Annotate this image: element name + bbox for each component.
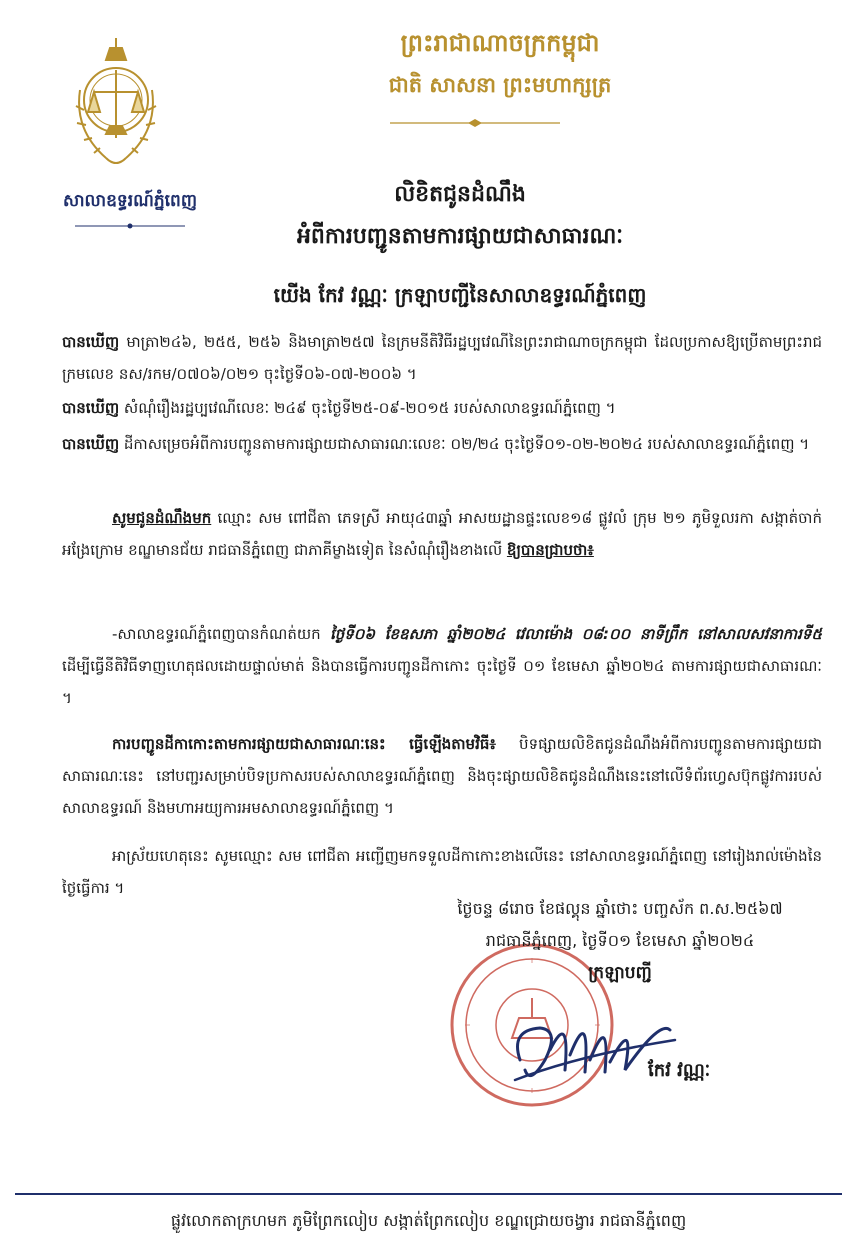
paragraph-text: ដីកាសម្រេចអំពីការបញ្ជូនតាមការផ្សាយជាសាធារណៈលេខៈ ០២/២៤ ចុះថ្ងៃទី០១-០២-២០២៤ របស់សាលាឧទ្ធរណ៍ភ្នំពេញ ។ [119,435,810,453]
paragraph-notice [62,502,822,566]
footer-address: ផ្លូវលោកតាក្រហមក ភូមិព្រែកលៀប សង្កាត់ព្រែកលៀប ខណ្ឌជ្រោយចង្វារ រាជធានីភ្នំពេញ [170,1211,687,1230]
national-motto: ជាតិ សាសនា ព្រះមហាក្សត្រ [388,73,612,97]
signer-position: ក្រឡាបញ្ជី [588,963,652,983]
footer-divider [15,1193,842,1195]
kingdom-heading: ព្រះរាជាណាចក្រកម្ពុជា [400,29,600,57]
place-and-date: រាជធានីភ្នំពេញ, ថ្ងៃទី០១ ខែមេសា ឆ្នាំ២០២៤ [485,931,755,950]
lunar-date: ថ្ងៃចន្ទ ៨រោច ខែផល្គុន ឆ្នាំថោះ បញ្ចស័ក ព.ស.២៥៦៧ [457,899,783,918]
hearing-date: ថ្ងៃទី០៦ ខែឧសភា ឆ្នាំ២០២៤ វេលាម៉ោង ០៨:០០ នាទីព្រឹក នៅសាលសវនាការទី៥ [329,625,822,643]
paragraph-text: ដើម្បីធ្វើនីតិវិធីទាញហេតុផលដោយផ្ទាល់មាត់ និងបានធ្វើការបញ្ជូនដីកាកោះ ចុះថ្ងៃទី ០១ ខែមេសា ឆ្នាំ២០២៤ តាមការផ្សាយជាសាធារណៈ ។ [62,657,822,707]
court-emblem-icon [66,30,166,180]
paragraph-text: សំណុំរឿងរដ្ឋប្បវេណីលេខៈ ២៤៩ ចុះថ្ងៃទី២៥-០៩-២០១៥ របស់សាលាឧទ្ធរណ៍ភ្នំពេញ ។ [119,399,616,417]
paragraph-legal-basis-2 [62,392,822,424]
paragraph-lead: ការបញ្ជូនដីកាកោះតាមការផ្សាយជាសាធារណៈនេះ ធ្វើឡើងតាមវិធី៖ [112,735,496,753]
paragraph-text: ឈ្មោះ សម ពៅជីតា ភេទស្រី អាយុ៤៣ឆ្នាំ អាសយដ្ឋានផ្ទះលេខ១៨ ផ្លូវលំ ក្រុម ២១ ភូមិទួលរកា សង្កាត់ចាក់អង្រែក្រោម ខណ្ឌមានជ័យ រាជធានីភ្នំពេញ ជាភាគីម្ខាងទៀត នៃសំណុំរឿងខាងលើ [62,509,822,559]
paragraph-text: មាត្រា២៤៦, ២៥៥, ២៥៦ និងមាត្រា២៥៧ នៃក្រមនីតិវិធីរដ្ឋប្បវេណីនៃព្រះរាជាណាចក្រកម្ពុជា ដែលប្រកាសឱ្យប្រើតាមព្រះរាជក្រមលេខ នស/រកម/០៧០៦/០២១ ចុះថ្ងៃទី០៦-០៧-២០០៦ ។ [62,333,822,383]
paragraph-conclusion [62,840,822,904]
paragraph-text: បិទផ្សាយលិខិតជូនដំណឹងអំពីការបញ្ជូនតាមការផ្សាយជាសាធារណៈនេះ នៅបញ្ជរសម្រាប់បិទប្រកាសរបស់សាលាឧទ្ធរណ៍ភ្នំពេញ និងចុះផ្សាយលិខិតជូនដំណឹងនេះនៅលើទំព័រហ្វេសប៊ុកផ្លូវការរបស់ សាលាឧទ្ធរណ៍ និងមហាអយ្យការអមសាលាឧទ្ធរណ៍ភ្នំពេញ ។ [62,735,822,817]
paragraph-tail: ឱ្យបានជ្រាបថា៖ [506,541,594,559]
paragraph-text: អាស្រ័យហេតុនេះ សូមឈ្មោះ សម ពៅជីតា អញ្ជើញមកទទួលដីកាកោះខាងលើនេះ នៅសាលាឧទ្ធរណ៍ភ្នំពេញ នៅរៀងរាល់ម៉ោងនៃថ្ងៃធ្វើការ ។ [62,847,822,897]
ornament-divider [390,118,560,128]
document-title: លិខិតជូនដំណឹង [394,182,526,207]
paragraph-lead: សូមជូនដំណឹងមក [112,509,212,527]
paragraph-lead: បានឃើញ [62,435,120,453]
paragraph-text: -សាលាឧទ្ធរណ៍ភ្នំពេញបានកំណត់យក [112,625,330,643]
paragraph-hearing [62,618,822,714]
ornament-divider [75,222,185,230]
paragraph-method [62,728,822,824]
signer-name: កែវ វណ្ណៈ [648,1060,711,1081]
court-name: សាលាឧទ្ធរណ៍ភ្នំពេញ [62,191,198,211]
document-subtitle: អំពីការបញ្ជូនតាមការផ្សាយជាសាធារណៈ [296,224,624,249]
issuer-line: យើង កែវ វណ្ណៈ ក្រឡាបញ្ជីនៃសាលាឧទ្ធរណ៍ភ្នំពេញ [273,283,647,307]
paragraph-legal-basis-3 [62,428,822,460]
paragraph-lead: បានឃើញ [62,399,120,417]
paragraph-lead: បានឃើញ [62,333,120,351]
paragraph-legal-basis-1 [62,326,822,390]
